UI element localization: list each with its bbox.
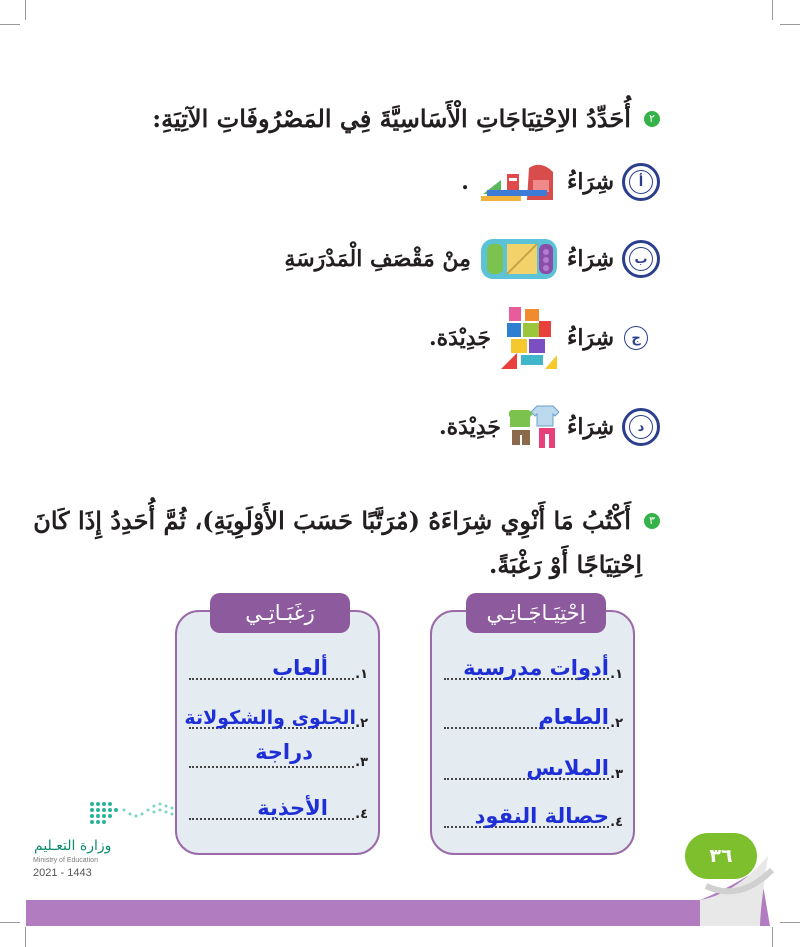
ministry-name-arabic: وزارة التعـليم [34, 838, 112, 854]
item-d-letter: د [629, 415, 653, 439]
wants-answer: الحلوى والشكولاتة [184, 707, 356, 729]
wants-row [189, 790, 368, 826]
question-2-text: أُحَدِّدُ الاِحْتِيَاجَاتِ الْأَسَاسِيَّةَ فِي المَصْرُوفَاتِ الآتِيَةِ: [152, 104, 631, 133]
ministry-logo-mark [88, 798, 178, 828]
item-a-letter: أ [629, 170, 653, 194]
item-c-letter: ج [624, 326, 648, 350]
question-3 [33, 506, 660, 535]
ministry-name-english: Ministry of Education [33, 857, 98, 864]
question-2-number: ٢ [644, 111, 660, 127]
item-c-prefix: شِرَاءُ [566, 325, 614, 351]
item-c-suffix: جَدِيْدَة. [428, 325, 491, 351]
needs-answer: الملابس [526, 756, 609, 780]
needs-title: اِحْتِيَـاجَـاتِـي [466, 593, 606, 633]
crop-mark [772, 0, 773, 20]
question-3-line-2-wrap [489, 550, 642, 579]
page-number: ٣٦ [685, 833, 757, 879]
question-3-line-2: اِحْتِيَاجًا أَوْ رَغْبَةً. [488, 550, 642, 579]
row-number: ١. [355, 667, 368, 682]
needs-row [444, 750, 623, 786]
item-a [461, 160, 660, 204]
row-number: ٢. [355, 716, 368, 731]
row-number: ٣. [610, 767, 623, 782]
bottom-purple-band [0, 830, 800, 947]
row-number: ٤. [355, 807, 368, 822]
wants-row [184, 699, 368, 735]
wants-row [189, 738, 368, 774]
needs-row [444, 699, 623, 735]
ministry-year: 2021 - 1443 [33, 867, 92, 879]
item-c [429, 303, 650, 373]
item-b-prefix: شِرَاءُ [566, 246, 614, 272]
item-b [284, 236, 660, 282]
row-number: ٣. [355, 755, 368, 770]
row-number: ١. [610, 667, 623, 682]
wants-answer: ألعاب [272, 656, 328, 680]
question-3-number: ٣ [644, 513, 660, 529]
crop-mark [780, 24, 800, 25]
item-b-suffix: مِنْ مَقْصَفِ الْمَدْرَسَةِ [284, 246, 471, 272]
question-3-line-1: أَكْتُبُ مَا أَنْوِي شِرَاءَهُ (مُرَتَّبًا حَسَبَ الأَوْلَوِيَةِ)، ثُمَّ أُحَدِدُ إِذَا كَانَ [33, 506, 631, 535]
wants-panel [175, 610, 380, 855]
needs-answer: حصالة النقود [474, 804, 609, 828]
item-d [439, 404, 660, 450]
item-a-prefix: شِرَاءُ [566, 169, 614, 195]
lunch-tray-picture [479, 236, 559, 282]
wants-row [189, 650, 368, 686]
item-d-marker [622, 408, 660, 446]
item-b-letter: ب [629, 247, 653, 271]
crop-mark [0, 24, 20, 25]
row-number: ٤. [610, 815, 623, 830]
question-2 [152, 104, 660, 133]
needs-row [444, 650, 623, 686]
item-a-marker [622, 163, 660, 201]
clothes-picture [509, 404, 559, 450]
wants-answer: دراجة [255, 740, 313, 764]
item-d-suffix: جَدِيْدَة. [438, 414, 501, 440]
item-b-marker [622, 240, 660, 278]
needs-panel [430, 610, 635, 855]
writing-line [189, 766, 354, 768]
needs-answer: أدوات مدرسية [463, 656, 609, 680]
toy-blocks-picture [499, 303, 559, 373]
needs-row [444, 798, 623, 834]
item-c-marker [622, 324, 650, 352]
school-supplies-picture [477, 160, 559, 204]
item-a-suffix: . [461, 169, 469, 195]
needs-answer: الطعام [538, 705, 609, 729]
wants-answer: الأحذية [257, 796, 328, 820]
item-d-prefix: شِرَاءُ [566, 414, 614, 440]
wants-title: رَغَبَـاتِـي [210, 593, 350, 633]
crop-mark [25, 0, 26, 20]
row-number: ٢. [610, 716, 623, 731]
